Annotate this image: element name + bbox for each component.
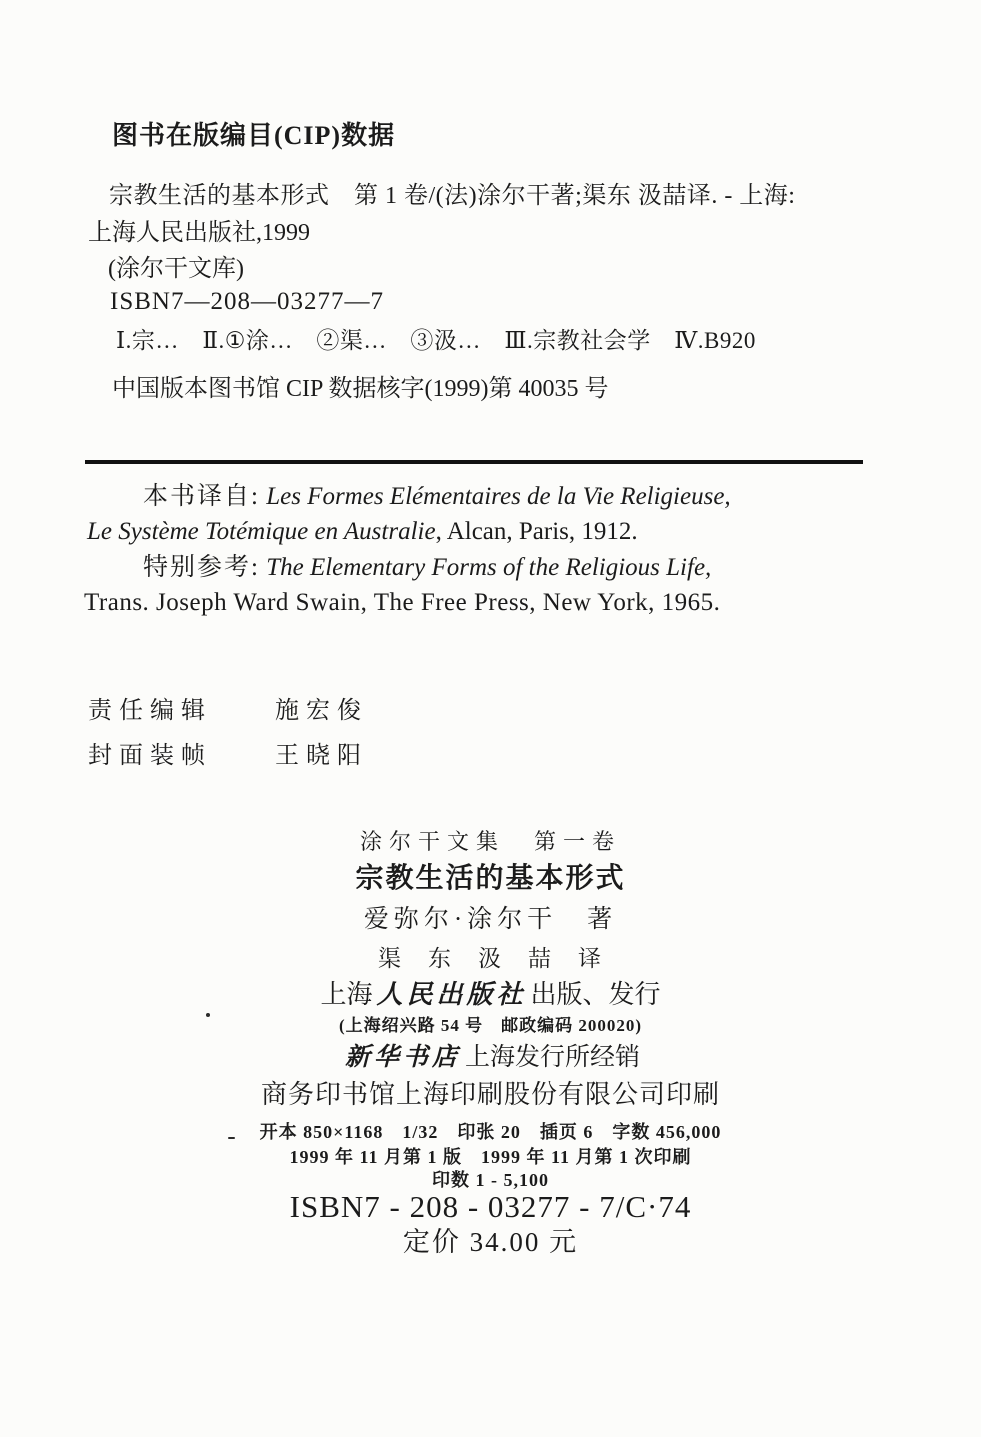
isbn-line: ISBN7 - 208 - 03277 - 7/C·74 xyxy=(289,1189,692,1224)
horizontal-rule xyxy=(85,460,863,464)
translators-line: 渠 东 汲 喆 译 xyxy=(378,946,603,971)
publisher-logo-script: 人民出版社 xyxy=(376,980,527,1009)
book-title: 宗教生活的基本形式 xyxy=(355,863,626,894)
series-title: 涂尔干文集 第一卷 xyxy=(359,829,621,854)
distributor-line xyxy=(0,1044,981,1073)
publisher-address: (上海绍兴路 54 号 邮政编码 200020) xyxy=(338,1016,643,1035)
distributor-logo-script: 新华书店 xyxy=(344,1044,461,1071)
cip-heading: 图书在版编目(CIP)数据 xyxy=(112,121,396,150)
credit-role-editor: 责任编辑 xyxy=(88,698,212,724)
cip-record-number: 中国版本图书馆 CIP 数据核字(1999)第 40035 号 xyxy=(112,376,609,402)
publisher-suffix: 出版、发行 xyxy=(530,980,661,1009)
credit-row-cover-design xyxy=(88,743,368,771)
source-line-1 xyxy=(143,483,731,512)
publisher-prefix: 上海 xyxy=(320,980,373,1009)
cip-publisher-line: 上海人民出版社,1999 xyxy=(88,220,310,246)
credit-name-cover-design: 王晓阳 xyxy=(275,743,368,769)
credit-role-cover-design: 封面装帧 xyxy=(88,743,212,769)
source-line-3 xyxy=(143,554,711,583)
source-label-special-reference: 特别参考: xyxy=(143,554,260,581)
source-french-subtitle: Le Système Totémique en Australie xyxy=(87,518,436,545)
cip-classification: Ⅰ.宗… Ⅱ.①涂… ②渠… ③汲… Ⅲ.宗教社会学 Ⅳ.B920 xyxy=(116,328,756,353)
format-spec-line: 开本 850×1168 1/32 印张 20 插页 6 字数 456,000 xyxy=(259,1122,722,1142)
printer-line: 商务印书馆上海印刷股份有限公司印刷 xyxy=(260,1080,720,1109)
scan-speck xyxy=(228,1137,235,1139)
edition-line: 1999 年 11 月第 1 版 1999 年 11 月第 1 次印刷 xyxy=(289,1147,692,1167)
source-french-imprint: , Alcan, Paris, 1912. xyxy=(435,518,638,545)
credit-row-editor xyxy=(88,698,368,726)
cip-isbn: ISBN7—208—03277—7 xyxy=(110,288,384,315)
price-line: 定价 34.00 元 xyxy=(402,1227,579,1257)
cip-title-statement: 宗教生活的基本形式 第 1 卷/(法)涂尔干著;渠东 汲喆译. - 上海: xyxy=(109,183,796,209)
source-label-translated-from: 本书译自: xyxy=(143,483,260,510)
print-run-line: 印数 1 - 5,100 xyxy=(432,1170,549,1190)
scan-speck xyxy=(206,1013,210,1017)
credit-name-editor: 施宏俊 xyxy=(275,698,368,724)
source-line-2 xyxy=(87,518,638,547)
source-english-title: The Elementary Forms of the Religious Life, xyxy=(266,554,712,581)
source-line-4: Trans. Joseph Ward Swain, The Free Press, New York, 1965. xyxy=(84,589,721,616)
author-line: 爱弥尔·涂尔干 著 xyxy=(363,906,618,933)
distributor-suffix: 上海发行所经销 xyxy=(465,1044,641,1071)
source-french-title: Les Formes Elémentaires de la Vie Religieuse, xyxy=(266,483,731,510)
publisher-line xyxy=(0,980,981,1010)
cip-series-note: (涂尔干文库) xyxy=(108,256,244,282)
